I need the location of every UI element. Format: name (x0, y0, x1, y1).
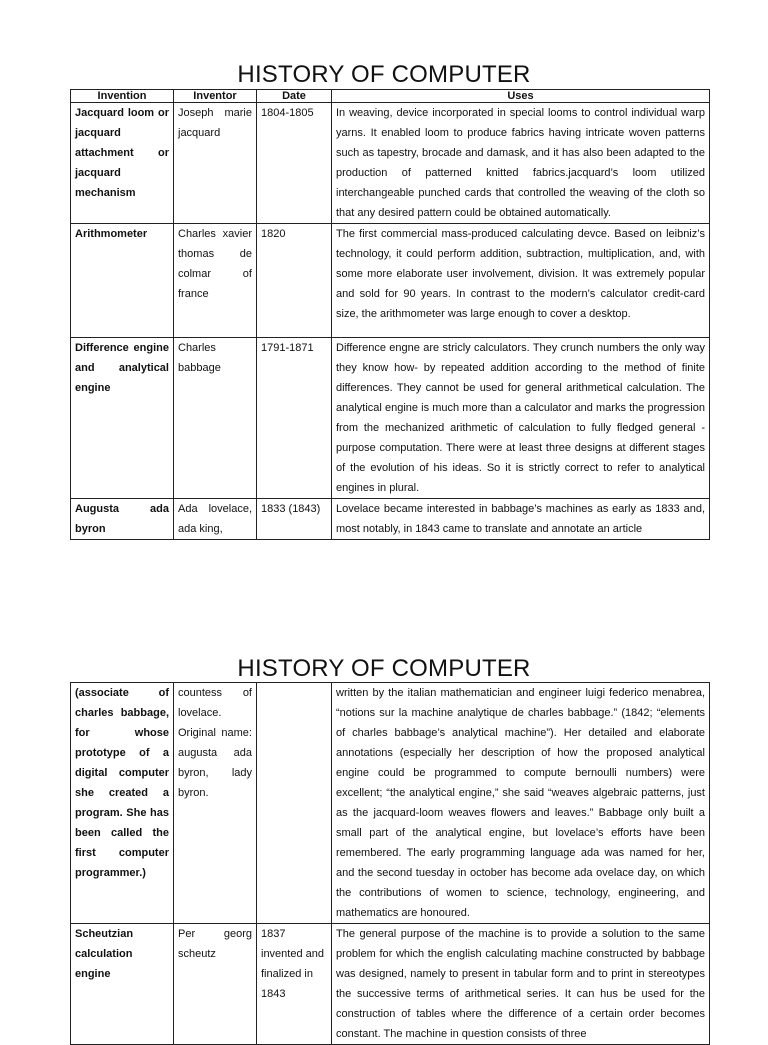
header-inventor: Inventor (174, 90, 257, 103)
date-text: 1833 (1843) (261, 503, 321, 515)
uses-cell: The first commercial mass-produced calculating devce. Based on leibniz’s technology, it could perform addition, subtraction, multiplication, and, with some more elaborate user involvement, division. It was extremely popular and sold for 90 years. In contrast to the modern’s calculator credit-card size, the arithmometer was large enough to cover a desktop. (332, 224, 710, 338)
invention-cell: Difference engine and analytical engine (71, 338, 174, 499)
table-row (71, 103, 710, 224)
inventor-cell: countess of lovelace. Original name: augusta ada byron, lady byron. (174, 683, 257, 924)
date-cell: 1837 invented and finalized in 1843 (257, 924, 332, 1045)
table-row (71, 683, 710, 924)
page-title: HISTORY OF COMPUTER (237, 61, 531, 88)
uses-cell: The general purpose of the machine is to provide a solution to the same problem for which the english calculating machine constructed by babbage was designed, namely to present in tabular form and to print in stereotypes the successive terms of arithmetical series. It can hus be used for the construction of tables where the difference of a certain order becomes constant. The machine in question consists of three (332, 924, 710, 1045)
invention-text: Augusta ada byron (75, 503, 169, 535)
invention-cell: Jacquard loom or jacquard attachment or jacquard mechanism (71, 103, 174, 224)
header-uses: Uses (332, 90, 710, 103)
table-row (71, 499, 710, 540)
uses-cell: In weaving, device incorporated in special looms to control individual warp yarns. It enabled loom to produce fabrics having intricate woven patterns such as tapestry, brocade and damask, and it has also been adapted to the production of patterned knitted fabrics.jacquard’s loom utilized interchangeable punched cards that controlled the weaving of the cloth so that any desired pattern could be obtained automatically. (332, 103, 710, 224)
table-row (71, 338, 710, 499)
invention-cell: Arithmometer (71, 224, 174, 338)
date-cell: 1804-1805 (257, 103, 332, 224)
table-row (71, 924, 710, 1045)
uses-text: Lovelace became interested in babbage’s machines as early as 1833 and, most notably, in 1843 came to translate and annotate an article (336, 503, 705, 535)
history-table-continued (70, 682, 710, 1045)
inventor-cell: Per georg scheutz (174, 924, 257, 1045)
header-date: Date (257, 90, 332, 103)
invention-cell: (associate of charles babbage, for whose prototype of a digital computer she created a program. She has been called the first computer programmer.) (71, 683, 174, 924)
invention-cell (71, 499, 174, 540)
date-cell: 1820 (257, 224, 332, 338)
header-invention: Invention (71, 90, 174, 103)
history-table (70, 89, 710, 540)
table-row (71, 224, 710, 338)
date-cell (257, 683, 332, 924)
page-title: HISTORY OF COMPUTER (237, 655, 531, 682)
inventor-cell: Joseph marie jacquard (174, 103, 257, 224)
uses-cell: Difference engne are stricly calculators. They crunch numbers the only way they know how- by repeated addition according to the method of finite differences. They cannot be used for general arithmetical calculation. The analytical engine is much more than a calculator and marks the progression from the mechanized arithmetic of calculation to fully fledged general -purpose computation. There were at least three designs at different stages of the evolution of his ideas. So it is strictly correct to refer to analytical engines in plural. (332, 338, 710, 499)
date-cell (257, 499, 332, 540)
page-2 (0, 600, 768, 1040)
date-cell: 1791-1871 (257, 338, 332, 499)
invention-cell: Scheutzian calculation engine (71, 924, 174, 1045)
uses-cell: written by the italian mathematician and engineer luigi federico menabrea, “notions sur la machine analytique de charles babbage.” (1842; “elements of charles babbage’s analytical machine”). Her detailed and elaborate annotations (especially her description of how the proposed analytical engine could be programmed to compute bernoulli numbers) were excellent; “the analytical engine,” she said “weaves algebraic patterns, just as the jacquard-loom weaves flowers and leaves.” Babbage only built a small part of the analytical engine, but lovelace’s efforts have been remembered. The early programming language ada was named for her, and the second tuesday in october has become ada ovelace day, on which the contributions of women to science, technology, engineering, and mathematics are honoured. (332, 683, 710, 924)
inventor-cell (174, 499, 257, 540)
inventor-cell: Charles xavier thomas de colmar of france (174, 224, 257, 338)
uses-cell (332, 499, 710, 540)
inventor-text: Ada lovelace, ada king, (178, 503, 252, 535)
table-header-row (71, 90, 710, 103)
inventor-cell: Charles babbage (174, 338, 257, 499)
